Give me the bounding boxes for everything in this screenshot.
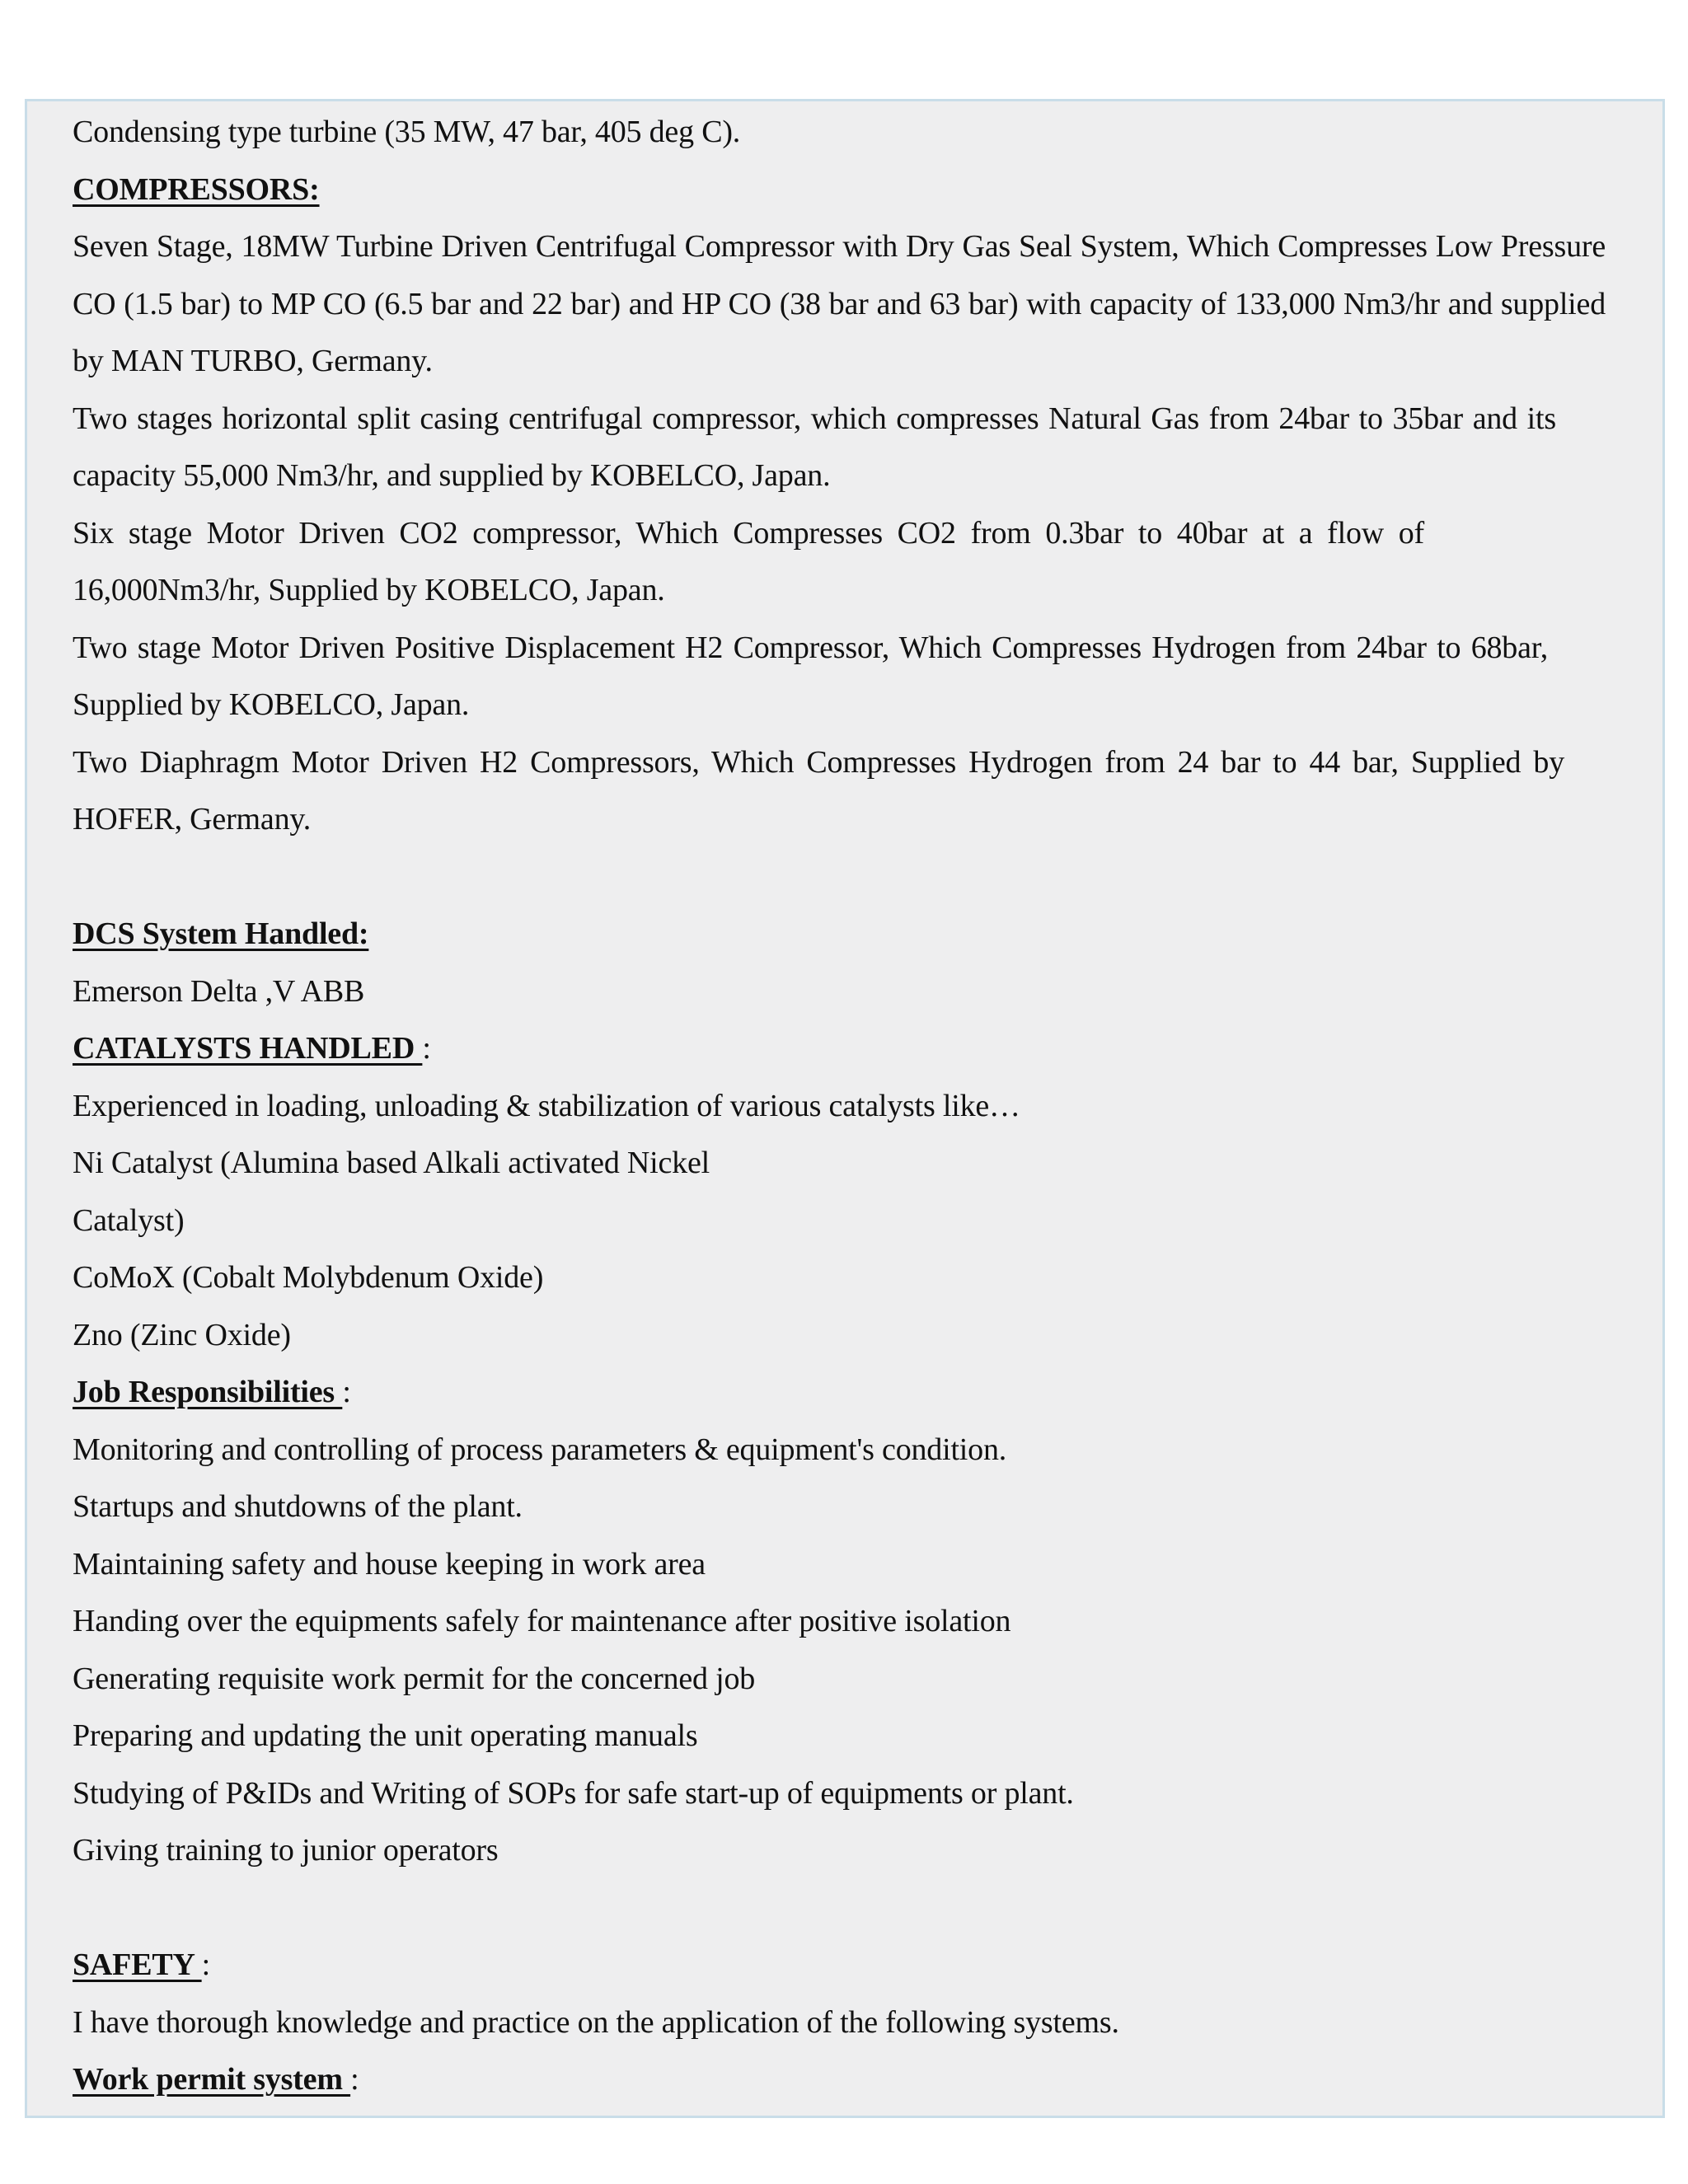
job-item: Monitoring and controlling of process parameters & equipment's condition.	[73, 1432, 1007, 1467]
compressors-heading: COMPRESSORS:	[73, 171, 320, 207]
dcs-heading-row	[73, 906, 1622, 963]
safety-colon: :	[201, 1947, 210, 1982]
catalyst-item: Zno (Zinc Oxide)	[73, 1317, 291, 1352]
compressor-item-5: Two Diaphragm Motor Driven H2 Compressors, Which Compresses Hydrogen from 24 bar to 44 bar, Supplied by HOFER, Germany.	[73, 744, 1564, 837]
job-item: Maintaining safety and house keeping in work area	[73, 1546, 706, 1582]
job-item: Generating requisite work permit for the concerned job	[73, 1661, 756, 1696]
document-body	[73, 104, 1622, 2109]
safety-text: I have thorough knowledge and practice on the application of the following systems.	[73, 2004, 1119, 2040]
work-permit-colon: :	[350, 2062, 359, 2097]
catalysts-intro: Experienced in loading, unloading & stabilization of various catalysts like…	[73, 1088, 1020, 1123]
dcs-heading: DCS System Handled:	[73, 916, 369, 951]
catalysts-heading-row	[73, 1020, 1622, 1078]
catalyst-item: CoMoX (Cobalt Molybdenum Oxide)	[73, 1260, 544, 1295]
job-item: Giving training to junior operators	[73, 1833, 499, 1868]
job-item: Preparing and updating the unit operating manuals	[73, 1718, 698, 1753]
compressor-item-1: Seven Stage, 18MW Turbine Driven Centrifugal Compressor with Dry Gas Seal System, Which Compresses Low Pressure CO (1.5 bar) to MP CO (6.5 bar and 22 bar) and HP CO (38 bar and 63 bar) with capacity of 133,000 Nm3/hr and supplied by MAN TURBO, Germany.	[73, 229, 1606, 378]
job-colon: :	[342, 1375, 351, 1409]
work-permit-heading-row	[73, 2051, 1622, 2109]
catalysts-colon: :	[422, 1031, 431, 1066]
catalyst-item: Ni Catalyst (Alumina based Alkali activated Nickel	[73, 1146, 710, 1180]
turbine-line: Condensing type turbine (35 MW, 47 bar, 405 deg C).	[73, 115, 741, 149]
job-item: Startups and shutdowns of the plant.	[73, 1489, 523, 1524]
compressor-item-3: Six stage Motor Driven CO2 compressor, Which Compresses CO2 from 0.3bar to 40bar at a flow of 16,000Nm3/hr, Supplied by KOBELCO, Japan.	[73, 515, 1424, 607]
safety-heading-row	[73, 1937, 1622, 1994]
work-permit-heading: Work permit system	[73, 2062, 351, 2097]
catalyst-item: Catalyst)	[73, 1202, 185, 1238]
spacer	[73, 849, 1622, 907]
compressor-item-4: Two stage Motor Driven Positive Displacement H2 Compressor, Which Compresses Hydrogen from 24bar to 68bar, Supplied by KOBELCO, Japan.	[73, 630, 1548, 722]
compressors-heading-row	[73, 162, 1622, 219]
catalysts-heading: CATALYSTS HANDLED	[73, 1031, 423, 1066]
job-item: Studying of P&IDs and Writing of SOPs for safe start-up of equipments or plant.	[73, 1775, 1074, 1811]
compressor-item-2: Two stages horizontal split casing centrifugal compressor, which compresses Natural Gas from 24bar to 35bar and its capacity 55,000 Nm3/hr, and supplied by KOBELCO, Japan.	[73, 401, 1556, 493]
dcs-value: Emerson Delta ,V ABB	[73, 973, 365, 1009]
job-item: Handing over the equipments safely for maintenance after positive isolation	[73, 1604, 1011, 1638]
job-heading-row	[73, 1364, 1622, 1422]
spacer	[73, 1880, 1622, 1938]
safety-heading: SAFETY	[73, 1947, 202, 1982]
job-heading: Job Responsibilities	[73, 1375, 343, 1409]
